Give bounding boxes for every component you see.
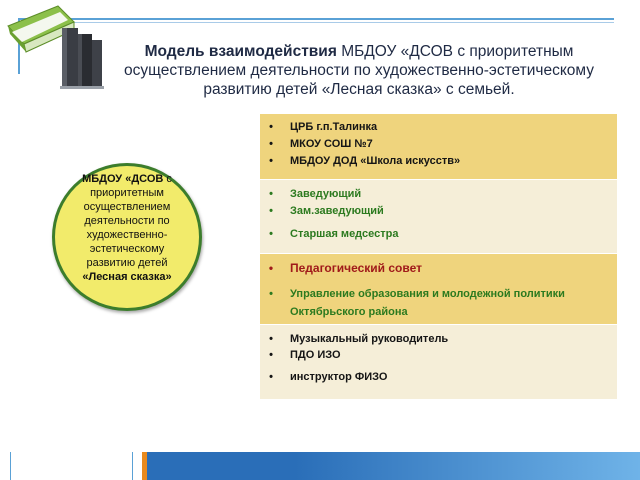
center-line-2: приоритетным [90,187,164,199]
list-item-text: ПДО ИЗО [290,349,341,361]
bullet-icon: • [268,261,274,275]
list-item-text: инструктор ФИЗО [290,371,388,383]
bottom-divider [10,452,11,480]
bullet-icon: • [269,188,273,200]
center-ellipse-text [60,172,194,284]
list-item-text: Музыкальный руководитель [290,333,449,345]
title-line-3: развитию детей «Лесная сказка» с семьей. [203,81,515,98]
title-line-1-rest: МБДОУ «ДСОВ с приоритетным [336,43,574,60]
table-row [260,114,617,180]
bullet-icon: • [269,121,273,133]
list-item-text: Старшая медсестра [290,228,399,240]
bottom-bar [147,452,640,480]
list-item-text: Педагогический совет [290,261,422,275]
table-row [260,325,617,400]
bullet-icon: • [269,349,273,361]
bottom-divider [132,452,133,480]
title-bold: Модель взаимодействия [144,43,337,60]
table-row [260,180,617,254]
list-item-text: ЦРБ г.п.Талинка [290,121,378,133]
bullet-icon: • [269,155,273,167]
list-item-text: Зам.заведующий [290,205,384,217]
table-row [260,254,617,325]
partners-table [260,114,617,400]
list-item-text: МКОУ СОШ №7 [290,138,373,150]
center-line-4: деятельности по [84,215,170,227]
center-line-8-bold: «Лесная сказка» [82,271,172,283]
list-item-text: Управление образования и молодежной политики [290,288,565,300]
center-line-1-bold: МБДОУ «ДСОВ [82,173,164,185]
title-line-2: осуществлением деятельности по художественно-эстетическому [124,62,594,79]
center-line-5: художественно- [86,229,168,241]
title-line-1 [100,42,618,61]
bullet-icon: • [269,228,273,240]
page-title [100,42,618,99]
center-line-7: развитию детей [86,257,168,269]
bullet-icon: • [269,333,273,345]
list-item-text-continued: Октябрьского района [290,306,408,318]
bullet-icon: • [269,138,273,150]
bullet-icon: • [269,371,273,383]
bullet-icon: • [269,288,273,300]
books-icon [4,2,110,92]
center-line-1-rest: с [163,173,172,185]
bullet-icon: • [269,205,273,217]
center-line-3: осуществлением [83,201,171,213]
list-item-text: Заведующий [290,188,362,200]
list-item-text: МБДОУ ДОД «Школа искусств» [290,155,461,167]
center-line-6: эстетическому [89,243,165,255]
